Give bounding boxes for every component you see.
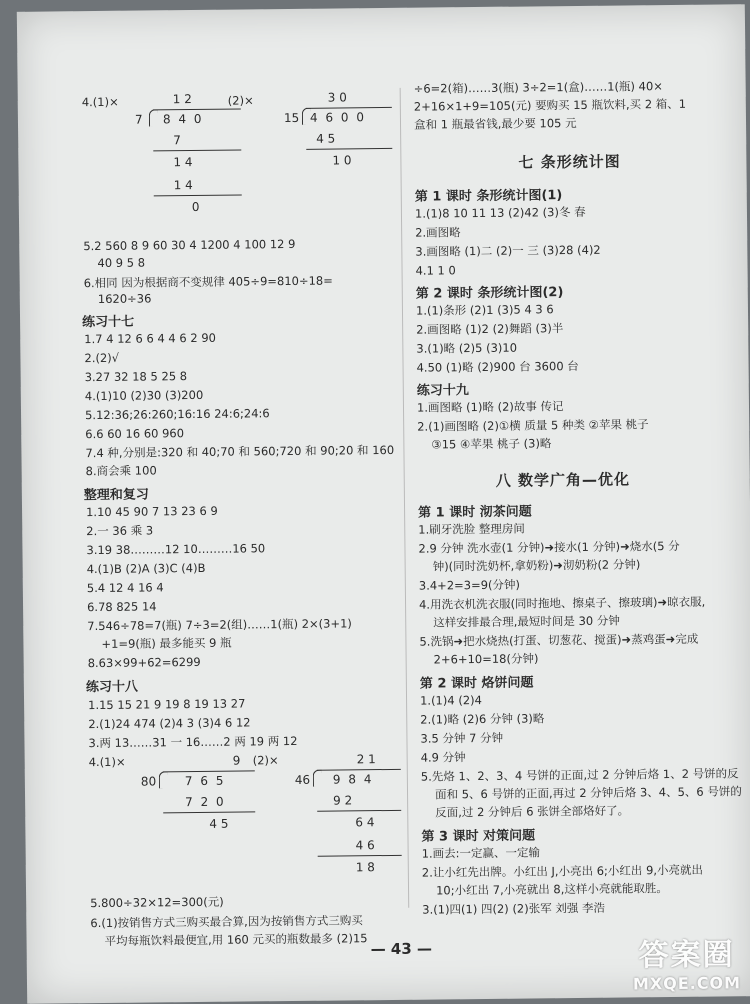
e17-4: 4.(1)10 (2)30 (3)200 (84, 387, 204, 404)
e17-3: 3.27 32 18 5 25 8 (84, 369, 188, 385)
quotient: 1 2 (172, 92, 192, 107)
l8-1-q4a: 4.用洗衣机洗衣服(同时拖地、擦桌子、擦玻璃)➜晾衣服, (418, 594, 706, 612)
l8-1-q4b: 这样安排最合理,最短时间是 30 分钟 (433, 613, 620, 630)
l8-2-q4: 4.9 分钟 (420, 750, 466, 765)
review-4: 4.(1)B (2)A (3)C (4)B (86, 560, 206, 577)
e18-6b: 平均每瓶饮料最便宜,用 160 元买的瓶数最多 (2)15 (104, 931, 368, 948)
quotient: 3 0 (327, 90, 347, 105)
division-bracket (313, 770, 322, 787)
review-7a: 7.546÷78=7(瓶) 7÷3=2(组)……1(瓶) 2×(3+1) (87, 616, 352, 634)
review-5: 5.4 12 4 16 4 (86, 580, 164, 596)
l8-1-q2a: 2.9 分钟 洗水壶(1 分钟)➜接水(1 分钟)➜烧水(5 分 (418, 538, 680, 556)
l8-2-q3: 3.5 分钟 7 分钟 (420, 730, 504, 746)
l7-2-q2: 2.画图略 (1)2 (2)舞蹈 (3)半 (416, 321, 564, 337)
l7-2-q4: 4.50 (1)略 (2)900 台 3600 台 (416, 358, 579, 375)
l7-1-q3: 3.画图略 (1)二 (2)一 三 (3)28 (4)2 (415, 242, 601, 259)
q4-prefix: 4.(1)× (81, 94, 119, 110)
e18-2: 2.(1)24 474 (2)4 3 (3)4 6 12 (88, 715, 251, 732)
l8-1-q1: 1.刷牙洗脸 整理房间 (418, 521, 525, 537)
l8-2-q5c: 反面,过 2 分钟后 6 张饼全部烙好了。 (435, 803, 630, 820)
division-bar (163, 770, 255, 772)
dividend: 4 6 0 0 (309, 110, 367, 125)
subtract-1: 7 (173, 133, 181, 148)
e17-5: 5.12:36;26:260;16:16 24:6;24:6 (84, 406, 270, 423)
e18-1: 1.15 15 21 9 19 8 19 13 27 (88, 696, 246, 713)
q6-line-a: 6.相同 因为根据商不变规律 405÷9=810÷18= (83, 273, 333, 291)
lesson-8-3-heading: 第 3 课时 对策问题 (421, 828, 536, 845)
lesson-8-2-heading: 第 2 课时 烙饼问题 (419, 675, 534, 692)
l8-1-q5b: 2+6+10=18(分钟) (433, 651, 539, 667)
e19-1: 1.画图略 (1)略 (2)故事 传记 (416, 399, 564, 415)
chapter-7-title: 七 条形统计图 (518, 152, 621, 172)
quotient: 2 1 (356, 752, 376, 767)
e17-2: 2.(2)√ (84, 350, 120, 366)
line-1 (306, 148, 392, 150)
quotient: 9 (232, 753, 241, 768)
q5-line-b: 40 9 5 8 (97, 255, 146, 271)
e18-4a: 4.(1)× (88, 754, 126, 770)
l7-1-q4: 4.1 1 0 (415, 263, 456, 278)
review-8: 8.63×99+62=6299 (87, 654, 201, 671)
l8-2-q5a: 5.先烙 1、2、3、4 号饼的正面,过 2 分钟后烙 1、2 号饼的反 (420, 766, 739, 784)
review-2: 2.一 36 乘 3 (86, 523, 154, 539)
carry-line-1: ÷6=2(箱)……3(瓶) 3÷2=1(盒)……1(瓶) 40× (413, 79, 663, 96)
dividend: 7 6 5 (184, 773, 226, 789)
lesson-8-1-heading: 第 1 课时 沏茶问题 (418, 504, 532, 521)
e17-6: 6.6 60 16 60 960 (85, 426, 185, 442)
q6-line-b: 1620÷36 (97, 291, 152, 307)
line-1 (317, 810, 401, 812)
remainder-1: 6 4 (355, 815, 375, 830)
watermark-url: MXQE.COM (632, 973, 742, 994)
l8-2-q5b: 面和 5、6 号饼的正面,再过 2 分钟后烙 3、4、5、6 号饼的 (434, 784, 742, 802)
divisor: 7 (134, 112, 143, 127)
watermark-logo (632, 929, 741, 993)
subtract-1: 9 2 (333, 793, 353, 808)
l8-2-q1: 1.(1)4 (2)4 (419, 693, 482, 708)
division-bar (306, 107, 392, 109)
l7-2-q1: 1.(1)条形 (2)1 (3)5 4 3 6 (415, 302, 554, 318)
e17-8: 8.商会乘 100 (85, 463, 157, 479)
e17-7: 7.4 种,分别是:320 和 40;70 和 560;720 和 90;20 和 160 (85, 442, 395, 461)
long-division-4 (295, 752, 406, 883)
heading-exercise-17: 练习十七 (82, 314, 135, 331)
remainder-2: 1 8 (355, 860, 375, 875)
heading-exercise-18: 练习十八 (85, 679, 138, 696)
subtract-1: 7 2 0 (185, 794, 226, 810)
l8-3-q3: 3.(1)四(1) 四(2) (2)张军 刘强 李浩 (422, 900, 606, 917)
remainder-2: 0 (191, 199, 200, 215)
line-2 (318, 855, 402, 857)
division-bracket (159, 771, 168, 788)
division-bar (317, 769, 401, 771)
division-bar (153, 108, 241, 110)
q4-mid: (2)× (227, 93, 254, 108)
l8-1-q5a: 5.洗锅➜把水烧热(打蛋、切葱花、搅蛋)➜蒸鸡蛋➜完成 (419, 631, 699, 649)
divisor: 46 (294, 772, 311, 787)
divisor: 80 (140, 774, 157, 789)
long-division-2 (284, 90, 395, 181)
l8-3-q2b: 10;小红出 7,小亮就出 8,这样小亮就能取胜。 (435, 881, 668, 898)
line-1 (153, 149, 241, 151)
e18-4b: (2)× (252, 753, 279, 768)
answer-page (17, 4, 750, 1004)
l7-1-q1: 1.(1)8 10 11 13 (2)42 (3)冬 春 (414, 204, 586, 221)
line-1 (163, 811, 255, 813)
subtract-2: 1 4 (173, 178, 193, 193)
page-number: — 43 — (370, 939, 433, 959)
dividend: 9 8 4 (332, 772, 374, 787)
l8-1-q3: 3.4+2=3=9(分钟) (418, 577, 521, 593)
e19-2: 2.(1)画图略 (2)①横 质量 5 种类 ②苹果 桃子 (417, 417, 649, 434)
heading-exercise-19: 练习十九 (416, 383, 469, 399)
remainder-1: 1 4 (173, 155, 193, 170)
l7-2-q3: 3.(1)略 (2)5 (3)10 (416, 340, 518, 356)
q5-line-a: 5.2 560 8 9 60 30 4 1200 4 100 12 9 (83, 236, 296, 254)
lesson-7-1-heading: 第 1 课时 条形统计图(1) (414, 188, 563, 205)
watermark-title: 答案圈 (638, 937, 735, 974)
review-1: 1.10 45 90 7 13 23 6 9 (85, 503, 218, 520)
l8-1-q2b: 钟)(同时洗奶杯,拿奶粉)➜沏奶粉(2 分钟) (432, 557, 641, 574)
division-bracket (149, 109, 158, 126)
dividend: 8 4 0 (162, 111, 204, 127)
long-division-1 (133, 91, 244, 222)
subtract-2: 4 6 (355, 838, 375, 853)
remainder-1: 4 5 (209, 816, 229, 831)
carry-line-2: 2+16×1+9=105(元) 要购买 15 瓶饮料,买 2 箱、1 (413, 96, 687, 114)
long-division-3 (141, 753, 262, 834)
carry-line-3: 盒和 1 瓶最省钱,最少要 105 元 (413, 115, 577, 132)
l7-1-q2: 2.画图略 (415, 225, 461, 240)
e18-5: 5.800÷32×12=300(元) (90, 894, 224, 911)
review-3: 3.19 38………12 10………16 50 (86, 541, 266, 558)
remainder-1: 1 0 (332, 153, 352, 168)
l8-2-q2: 2.(1)略 (2)6 分钟 (3)略 (420, 711, 545, 727)
line-2 (154, 194, 242, 196)
l8-3-q2a: 2.让小红先出牌。小红出 J,小亮出 6;小红出 9,小亮就出 (421, 862, 704, 880)
chapter-8-title: 八 数学广角—优化 (495, 470, 631, 490)
e18-3: 3.两 13……31 一 16……2 两 19 两 12 (88, 733, 298, 751)
divisor: 15 (283, 110, 300, 126)
e18-6a: 6.(1)按销售方式三购买最合算,因为按销售方式三购买 (90, 913, 363, 931)
subtract-1: 4 5 (316, 131, 336, 146)
l8-3-q1: 1.画去:一定赢、一定输 (421, 845, 541, 861)
heading-review: 整理和复习 (83, 487, 149, 504)
e17-1: 1.7 4 12 6 6 4 4 6 2 90 (84, 330, 216, 347)
review-6: 6.78 825 14 (86, 599, 157, 615)
lesson-7-2-heading: 第 2 课时 条形统计图(2) (415, 285, 564, 302)
e19-3: ③15 ④苹果 桃子 (3)略 (431, 436, 552, 452)
review-7b: +1=9(瓶) 最多能买 9 瓶 (101, 635, 232, 651)
